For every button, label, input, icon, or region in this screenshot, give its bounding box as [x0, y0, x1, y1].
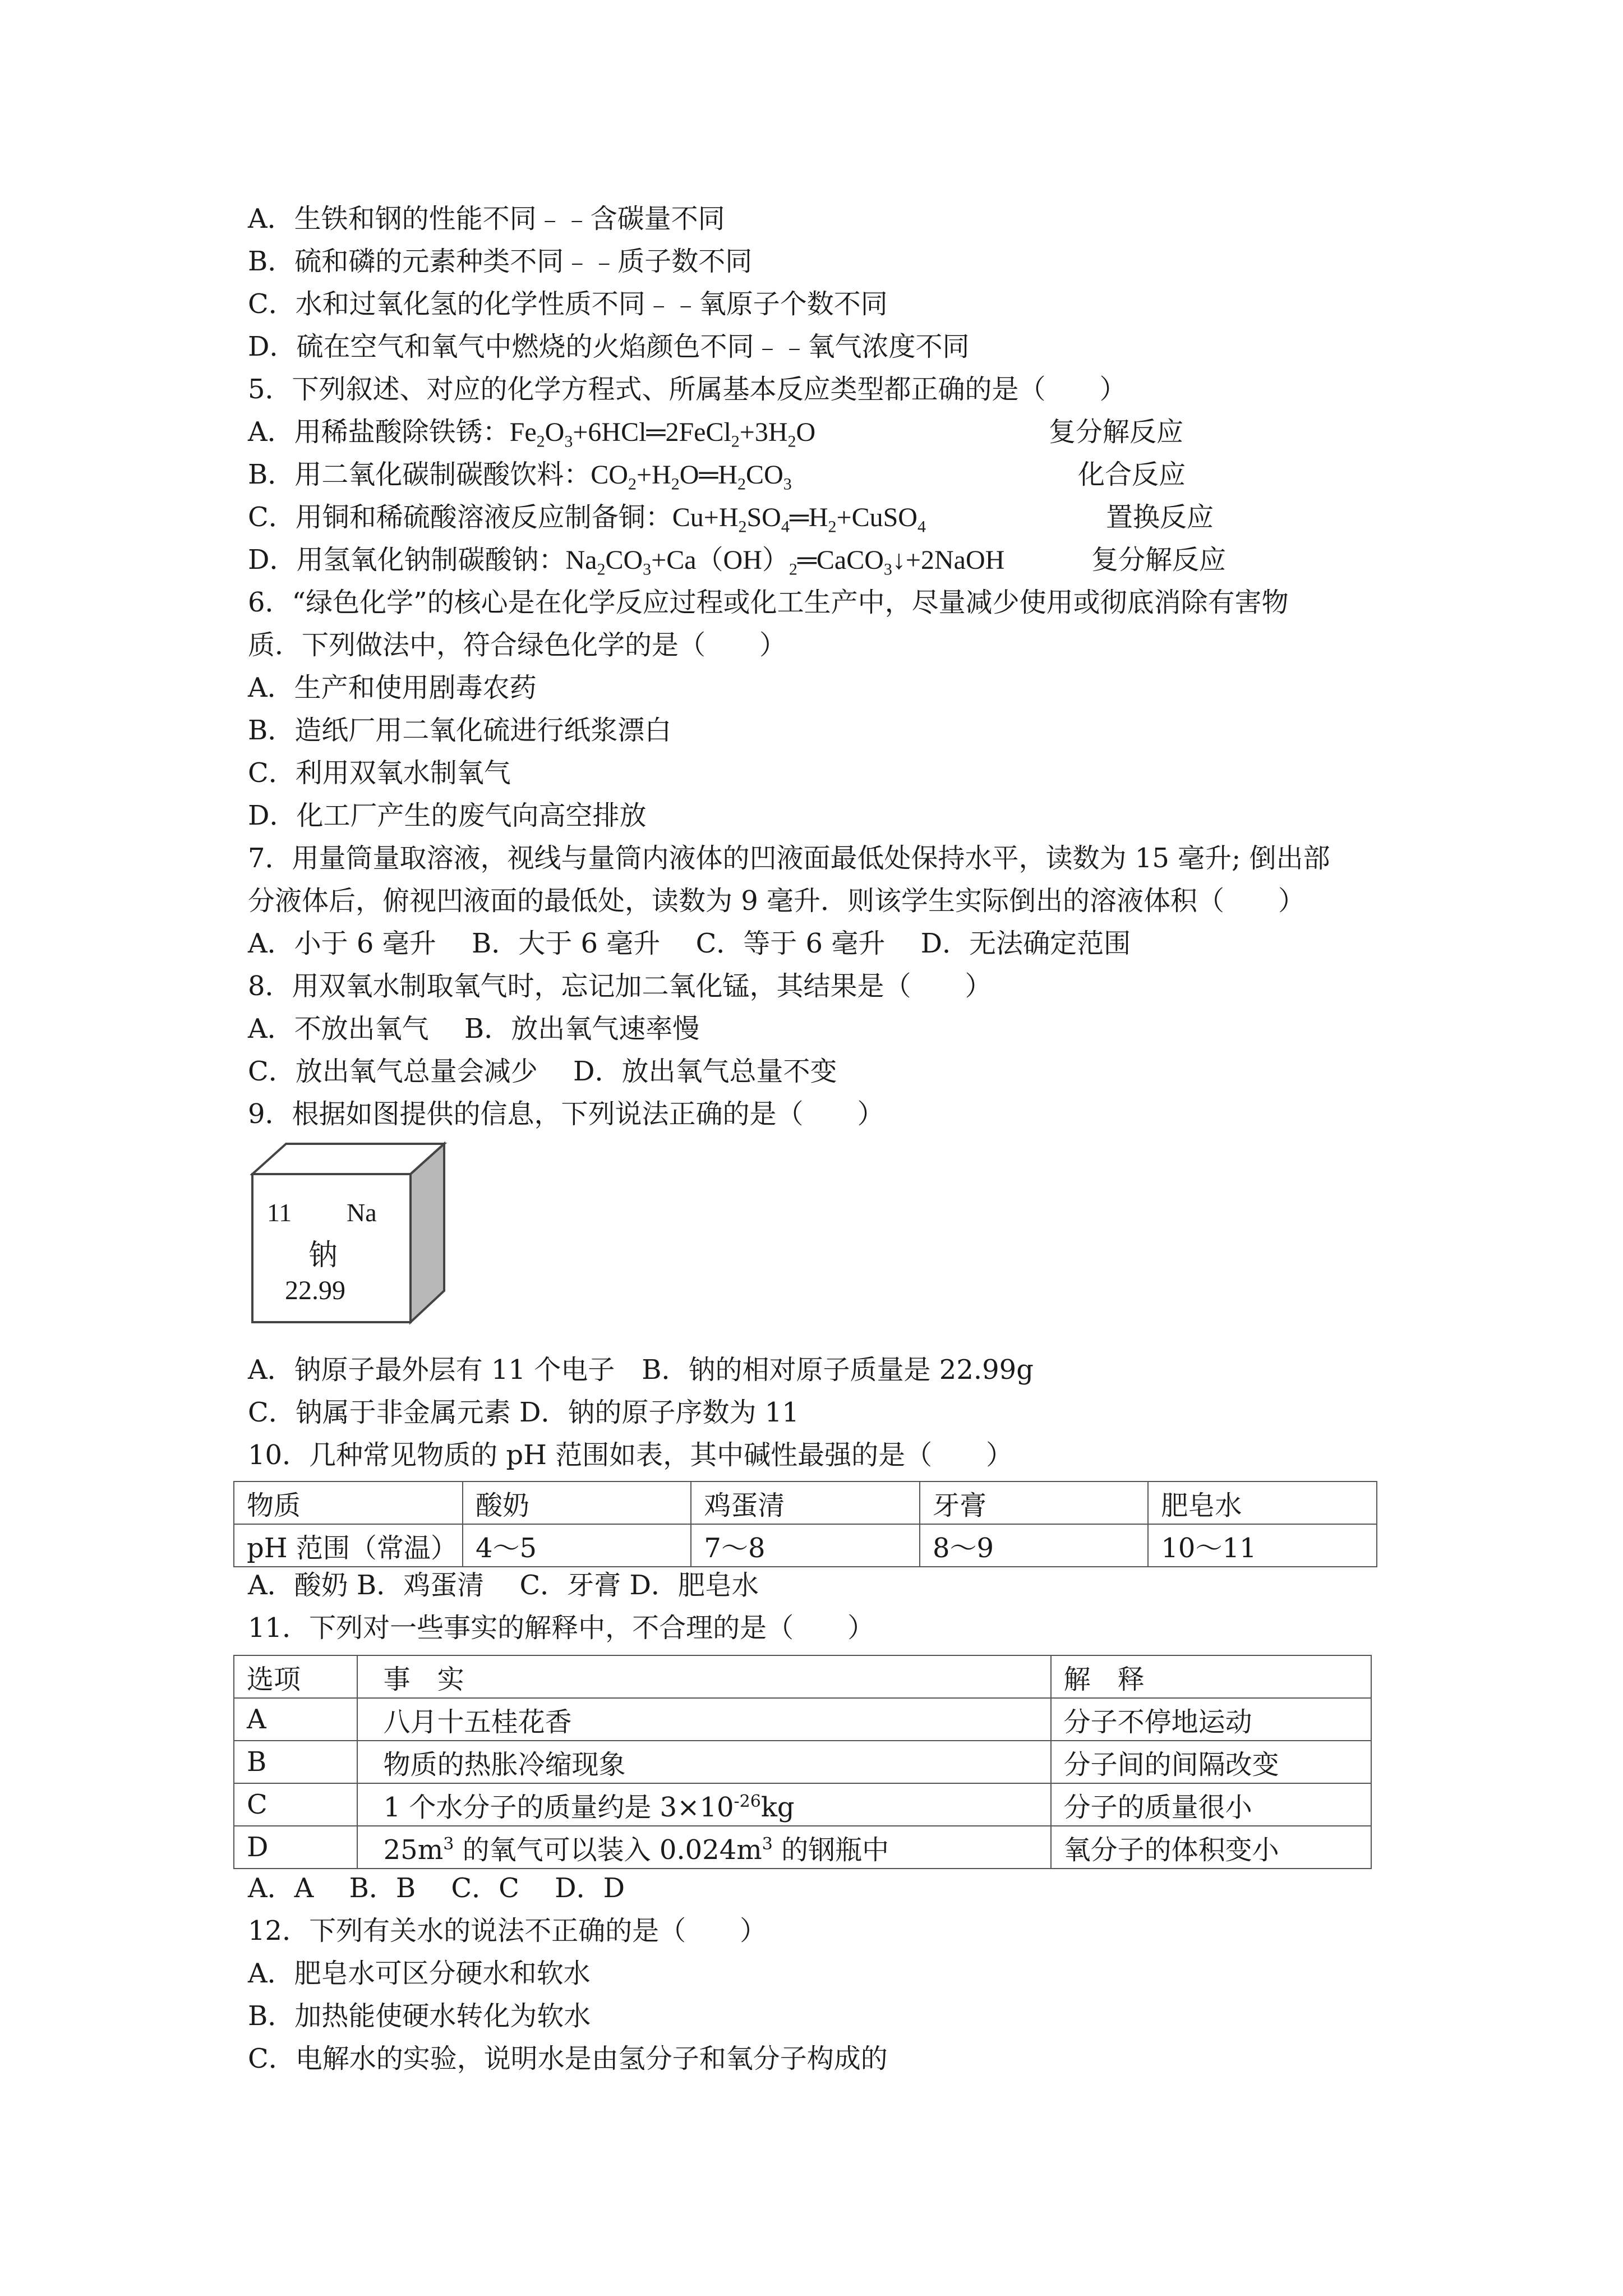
q5-option-b-text: B．用二氧化碳制碳酸饮料：	[248, 459, 591, 490]
ph-table	[233, 1481, 1377, 1567]
fact-table-cell: 分子间的间隔改变	[1051, 1741, 1371, 1783]
q5-option-c	[248, 501, 926, 536]
fact-table-cell: 氧分子的体积变小	[1051, 1826, 1371, 1869]
fact-exponent: 3	[762, 1834, 773, 1854]
q5-option-b	[248, 459, 792, 494]
q9-options-cd: C．钠属于非金属元素 D．钠的原子序数为 11	[248, 1397, 799, 1428]
q5-option-c-equation: $Cu+H_2SO_4═H_2+CuSO_4$	[672, 503, 926, 536]
ph-table-cell: 物质	[234, 1481, 463, 1524]
fact-table-cell: 分子的质量很小	[1051, 1783, 1371, 1826]
fact-table-cell: D	[234, 1826, 357, 1869]
fact-exponent: 3	[443, 1834, 454, 1854]
fact-table-cell	[357, 1783, 1051, 1826]
element-card-cube	[250, 1140, 449, 1326]
q5-option-a-equation: $Fe_2O_3+6HCl═2FeCl_2+3H_2O$	[509, 417, 816, 451]
ph-table-cell: pH 范围（常温）	[234, 1524, 463, 1567]
q5-option-c-text: C．用铜和稀硫酸溶液反应制备铜：	[248, 501, 672, 533]
fact-table-row	[234, 1698, 1371, 1741]
ph-table-row	[234, 1524, 1377, 1567]
q5-option-a-type: 复分解反应	[1049, 416, 1184, 448]
fact-table-cell: 分子不停地运动	[1051, 1698, 1371, 1741]
q6-stem-line1: 6．“绿色化学”的核心是在化学反应过程或化工生产中，尽量减少使用或彻底消除有害物	[248, 587, 1289, 618]
q9-stem: 9．根据如图提供的信息，下列说法正确的是（ ）	[248, 1098, 884, 1130]
fact-table-cell: C	[234, 1783, 357, 1826]
ph-table-cell: 肥皂水	[1148, 1481, 1377, 1524]
fact-table-row	[234, 1783, 1371, 1826]
q4-option-a: A．生铁和钢的性能不同﹣﹣含碳量不同	[248, 203, 725, 234]
q6-option-c: C．利用双氧水制氧气	[248, 757, 511, 789]
q5-option-d	[248, 544, 1005, 579]
q9-options-ab: A．钠原子最外层有 11 个电子 B．钠的相对原子质量是 22.99g	[248, 1354, 1034, 1386]
q6-stem-line2: 质．下列做法中，符合绿色化学的是（ ）	[248, 629, 787, 661]
q5-option-a	[248, 416, 816, 451]
q11-stem: 11．下列对一些事实的解释中，不合理的是（ ）	[248, 1612, 875, 1644]
q6-option-a: A．生产和使用剧毒农药	[248, 672, 537, 703]
fact-table-header-row	[234, 1655, 1371, 1698]
q5-stem: 5．下列叙述、对应的化学方程式、所属基本反应类型都正确的是（ ）	[248, 374, 1127, 405]
element-atomic-number: 11	[267, 1198, 292, 1227]
fact-table-cell: A	[234, 1698, 357, 1741]
q8-stem: 8．用双氧水制取氧气时，忘记加二氧化锰，其结果是（ ）	[248, 970, 992, 1002]
fact-table-cell: 选项	[234, 1655, 357, 1698]
fact-table-cell: 物质的热胀冷缩现象	[357, 1741, 1051, 1783]
q5-option-c-type: 置换反应	[1106, 501, 1214, 533]
ph-table-cell: 酸奶	[463, 1481, 691, 1524]
q12-option-c: C．电解水的实验，说明水是由氢分子和氧分子构成的	[248, 2043, 888, 2074]
fact-table-cell	[357, 1826, 1051, 1869]
fact-unit: kg	[760, 1791, 795, 1823]
ph-table-cell: 8～9	[920, 1524, 1148, 1567]
q4-option-d: D．硫在空气和氧气中燃烧的火焰颜色不同﹣﹣氧气浓度不同	[248, 331, 970, 362]
q10-stem: 10．几种常见物质的 pH 范围如表，其中碱性最强的是（ ）	[248, 1439, 1013, 1471]
ph-table-cell: 4～5	[463, 1524, 691, 1567]
fact-text: 25m	[383, 1834, 444, 1866]
q10-options: A．酸奶 B．鸡蛋清 C．牙膏 D．肥皂水	[248, 1570, 759, 1601]
q5-option-d-text: D．用氢氧化钠制碳酸钠：	[248, 544, 566, 576]
fact-table	[233, 1655, 1372, 1869]
q6-option-b: B．造纸厂用二氧化硫进行纸浆漂白	[248, 715, 672, 746]
ph-table-cell: 鸡蛋清	[691, 1481, 920, 1524]
q4-option-c: C．水和过氧化氢的化学性质不同﹣﹣氧原子个数不同	[248, 288, 888, 320]
element-name: 钠	[308, 1239, 338, 1272]
q12-option-b: B．加热能使硬水转化为软水	[248, 2000, 591, 2032]
sodium-element-card	[250, 1140, 449, 1326]
fact-table-cell: 事 实	[357, 1655, 1051, 1698]
q12-stem: 12．下列有关水的说法不正确的是（ ）	[248, 1915, 767, 1947]
fact-text: 1 个水分子的质量约是 3×10	[383, 1791, 734, 1823]
fact-table-cell: B	[234, 1741, 357, 1783]
q11-options: A．A B．B C．C D．D	[248, 1872, 625, 1904]
q6-option-d: D．化工厂产生的废气向高空排放	[248, 800, 647, 831]
fact-text: 的钢瓶中	[772, 1834, 889, 1866]
ph-table-cell: 10～11	[1148, 1524, 1377, 1567]
fact-table-row	[234, 1826, 1371, 1869]
q4-option-b: B．硫和磷的元素种类不同﹣﹣质子数不同	[248, 246, 753, 277]
element-atomic-mass: 22.99	[285, 1276, 345, 1305]
ph-table-cell: 7～8	[691, 1524, 920, 1567]
ph-table-header-row	[234, 1481, 1377, 1524]
q7-options: A．小于 6 毫升 B．大于 6 毫升 C．等于 6 毫升 D．无法确定范围	[248, 928, 1131, 959]
q7-stem-line2: 分液体后，俯视凹液面的最低处，读数为 9 毫升．则该学生实际倒出的溶液体积（ ）	[248, 885, 1306, 917]
q8-options-ab: A．不放出氧气 B．放出氧气速率慢	[248, 1013, 700, 1045]
fact-table-cell: 八月十五桂花香	[357, 1698, 1051, 1741]
fact-table-row	[234, 1741, 1371, 1783]
fact-text: 的氧气可以装入 0.024m	[454, 1834, 762, 1866]
q5-option-d-type: 复分解反应	[1091, 544, 1227, 576]
q5-option-b-equation: $CO_2+H_2O═H_2CO_3$	[591, 460, 792, 494]
fact-table-cell: 解 释	[1051, 1655, 1371, 1698]
q12-option-a: A．肥皂水可区分硬水和软水	[248, 1958, 591, 1989]
ph-table-cell: 牙膏	[920, 1481, 1148, 1524]
q5-option-b-type: 化合反应	[1078, 459, 1186, 490]
q5-option-d-equation: $Na_2CO_3+Ca(OH)_2═CaCO_3↓+2NaOH$	[565, 545, 1005, 579]
q7-stem-line1: 7．用量筒量取溶液，视线与量筒内液体的凹液面最低处保持水平，读数为 15 毫升; 倒出部	[248, 843, 1330, 874]
q8-options-cd: C．放出氧气总量会减少 D．放出氧气总量不变	[248, 1056, 837, 1087]
q5-option-a-text: A．用稀盐酸除铁锈：	[248, 416, 510, 448]
element-symbol: Na	[347, 1198, 377, 1227]
fact-exponent: -26	[734, 1791, 761, 1811]
